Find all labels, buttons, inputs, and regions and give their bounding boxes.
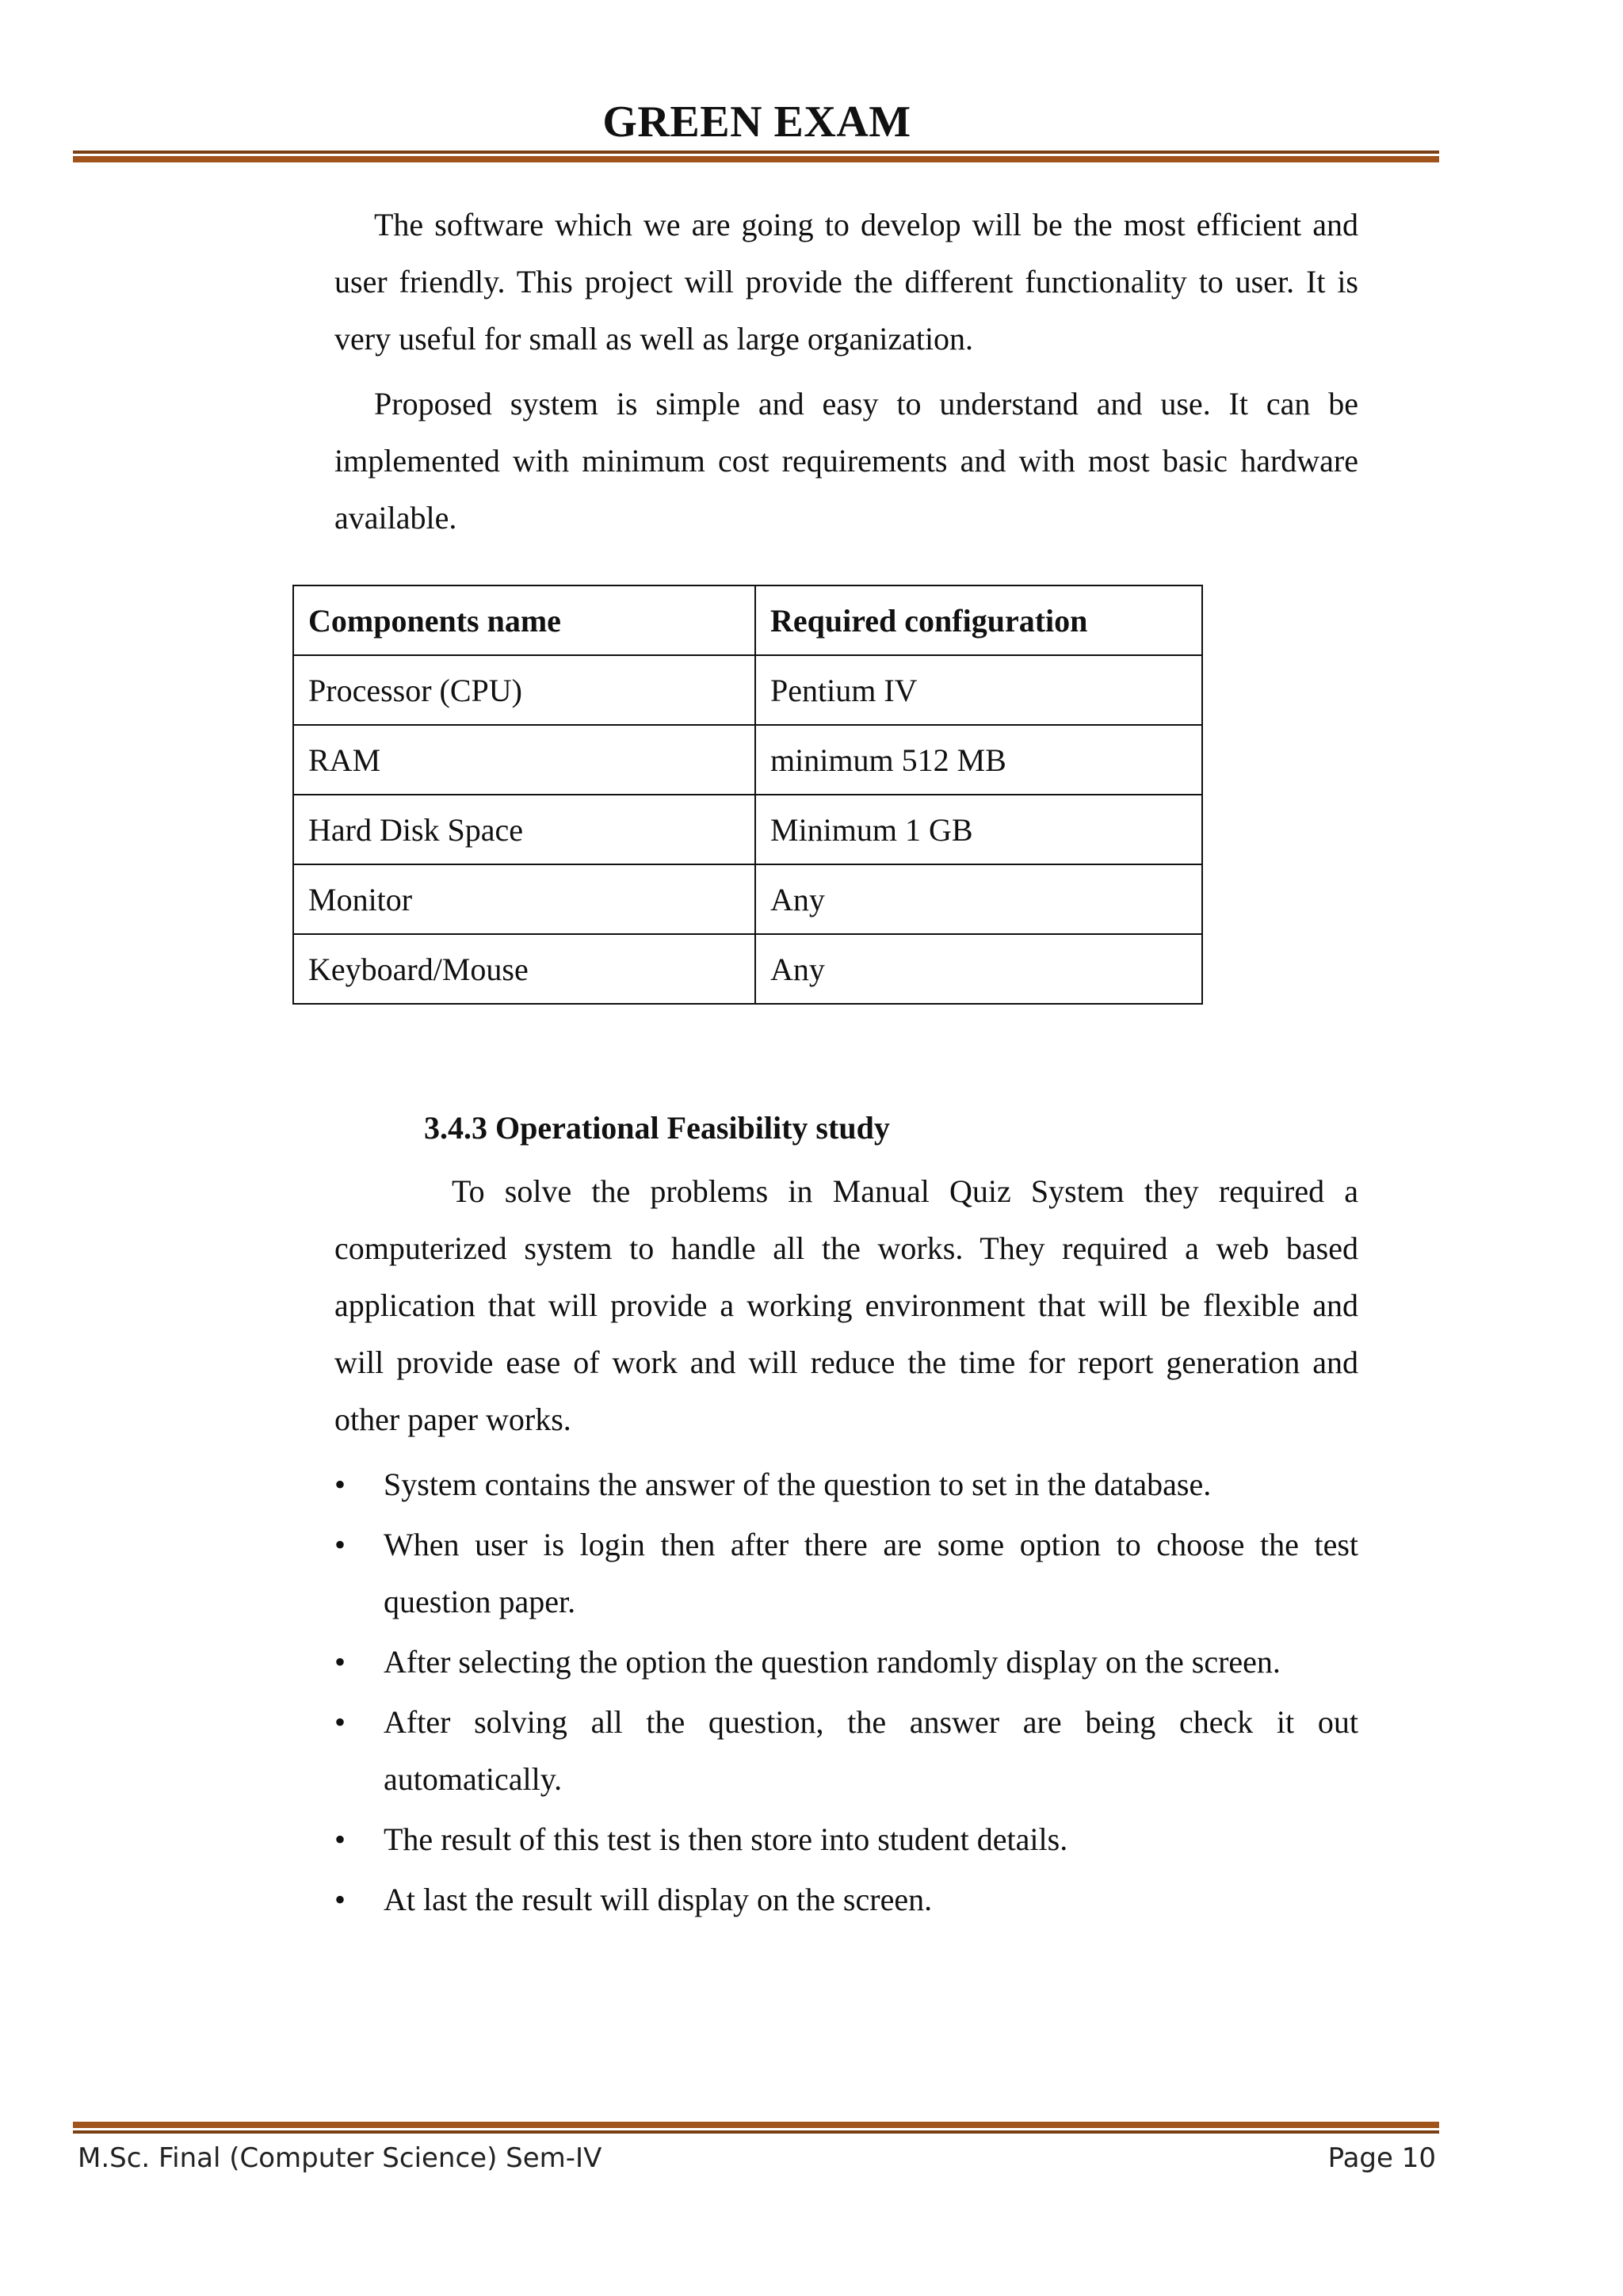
bullet-icon: • bbox=[334, 1821, 346, 1857]
bullet-icon: • bbox=[334, 1644, 346, 1680]
intro-paragraph-2: Proposed system is simple and easy to understand and use. It can be implemented with minimum cost requirements and with most basic hardware available. bbox=[334, 386, 1358, 536]
operational-paragraph: To solve the problems in Manual Quiz System they required a computerized system to handle all the works. They required a web based application that will provide a working environment that will be flexible and will provide ease of work and will reduce the time for report generation and other paper works. bbox=[334, 1173, 1358, 1437]
list-item bbox=[334, 1871, 1358, 1928]
list-item bbox=[334, 1811, 1358, 1868]
list-item-text: After solving all the question, the answer are being check it out automatically. bbox=[384, 1704, 1358, 1797]
operational-section bbox=[334, 1163, 1358, 1932]
page-header-title: GREEN EXAM bbox=[602, 97, 911, 147]
list-item bbox=[334, 1456, 1358, 1513]
list-item-text: At last the result will display on the screen. bbox=[384, 1882, 933, 1917]
list-item-text: The result of this test is then store into student details. bbox=[384, 1821, 1068, 1857]
table-cell-component: Keyboard/Mouse bbox=[293, 934, 755, 1004]
header-divider bbox=[73, 151, 1439, 162]
table-row bbox=[293, 864, 1202, 934]
table-cell-component: Hard Disk Space bbox=[293, 795, 755, 864]
list-item-text: After selecting the option the question randomly display on the screen. bbox=[384, 1644, 1281, 1680]
intro-section bbox=[334, 196, 1358, 555]
list-item bbox=[334, 1694, 1358, 1808]
feature-bullet-list bbox=[334, 1456, 1358, 1928]
footer-page-number: Page 10 bbox=[1327, 2142, 1436, 2174]
bullet-icon: • bbox=[334, 1527, 346, 1562]
table-cell-component: Monitor bbox=[293, 864, 755, 934]
table-header-cell: Required configuration bbox=[755, 585, 1202, 655]
table-cell-configuration: Minimum 1 GB bbox=[755, 795, 1202, 864]
bullet-icon: • bbox=[334, 1882, 346, 1917]
table-cell-configuration: minimum 512 MB bbox=[755, 725, 1202, 795]
table-cell-configuration: Any bbox=[755, 864, 1202, 934]
footer-divider bbox=[73, 2122, 1439, 2134]
bullet-icon: • bbox=[334, 1466, 346, 1502]
bullet-icon: • bbox=[334, 1704, 346, 1740]
intro-paragraph-1: The software which we are going to develop will be the most efficient and user friendly. This project will provide the different functionality to user. It is very useful for small as well as large organization. bbox=[334, 207, 1358, 357]
table-cell-configuration: Pentium IV bbox=[755, 655, 1202, 725]
footer-course-label: M.Sc. Final (Computer Science) Sem-IV bbox=[78, 2142, 602, 2174]
hardware-requirements-table bbox=[292, 585, 1203, 1005]
table-cell-component: Processor (CPU) bbox=[293, 655, 755, 725]
table-cell-component: RAM bbox=[293, 725, 755, 795]
section-heading: 3.4.3 Operational Feasibility study bbox=[424, 1110, 890, 1146]
list-item bbox=[334, 1516, 1358, 1630]
table-header-row bbox=[293, 585, 1202, 655]
table-header-cell: Components name bbox=[293, 585, 755, 655]
list-item-text: System contains the answer of the question to set in the database. bbox=[384, 1466, 1212, 1502]
table-row bbox=[293, 934, 1202, 1004]
table-row bbox=[293, 795, 1202, 864]
table-row bbox=[293, 725, 1202, 795]
list-item bbox=[334, 1634, 1358, 1691]
table-row bbox=[293, 655, 1202, 725]
list-item-text: When user is login then after there are some option to choose the test question paper. bbox=[384, 1527, 1358, 1619]
table-cell-configuration: Any bbox=[755, 934, 1202, 1004]
